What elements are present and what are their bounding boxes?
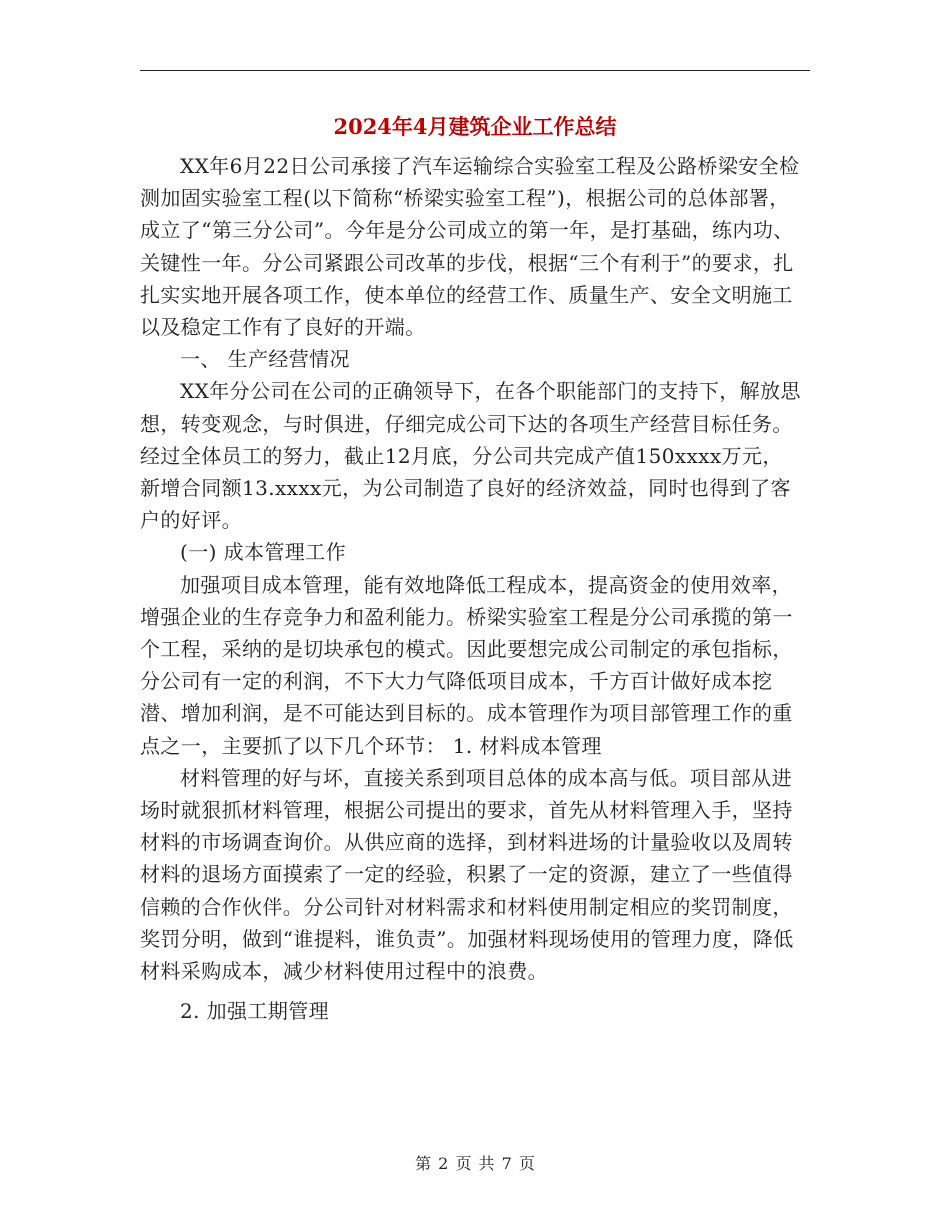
paragraph-material-management: 材料管理的好与坏，直接关系到项目总体的成本高与低。项目部从进场时就狠抓材料管理，根据公司提出的要求，首先从材料管理入手，坚持材料的市场调查询价。从供应商的选择，到材料进场的计量验收以及周转材料的退场方面摸索了一定的经验，积累了一定的资源，建立了一些值得信赖的合作伙伴。分公司针对材料需求和材料使用制定相应的奖罚制度，奖罚分明，做到“谁提料，谁负责”。加强材料现场使用的管理力度，降低材料采购成本，减少材料使用过程中的浪费。 [140, 765, 794, 984]
document-title: 2024年4月建筑企业工作总结 [333, 114, 617, 139]
paragraph-cost-management: 加强项目成本管理，能有效地降低工程成本，提高资金的使用效率，增强企业的生存竞争力和盈利能力。桥梁实验室工程是分公司承揽的第一个工程，采纳的是切块承包的模式。因此要想完成公司制定的承包指标，分公司有一定的利润，不下大力气降低项目成本，千方百计做好成本挖潜、增加利润，是不可能达到目标的。成本管理作为项目部管理工作的重点之一，主要抓了以下几个环节： 1. 材料成本管理 [140, 572, 793, 758]
paragraph-production: XX年分公司在公司的正确领导下，在各个职能部门的支持下，解放思想，转变观念，与时俱进，仔细完成公司下达的各项生产经营目标任务。经过全体员工的努力，截止12月底，分公司共完成产值150xxxx万元，新增合同额13.xxxx元，为公司制造了良好的经济效益，同时也得到了客户的好评。 [140, 379, 801, 533]
subsection-heading-cost: (一) 成本管理工作 [180, 540, 346, 565]
header-rule [140, 70, 810, 71]
section-heading-production: 一、 生产经营情况 [180, 347, 350, 372]
document-body [140, 150, 802, 1027]
paragraph-intro: XX年6月22日公司承接了汽车运输综合实验室工程及公路桥梁安全检测加固实验室工程(以下简称“桥梁实验室工程”)，根据公司的总体部署，成立了“第三分公司”。今年是分公司成立的第一年，是打基础，练内功、关键性一年。分公司紧跟公司改革的步伐，根据“三个有利于”的要求，扎扎实实地开展各项工作，使本单位的经营工作、质量生产、安全文明施工以及稳定工作有了良好的开端。 [140, 154, 800, 340]
page-number: 第 2 页 共 7 页 [415, 1154, 535, 1173]
subsection-heading-schedule: 2. 加强工期管理 [180, 999, 330, 1024]
